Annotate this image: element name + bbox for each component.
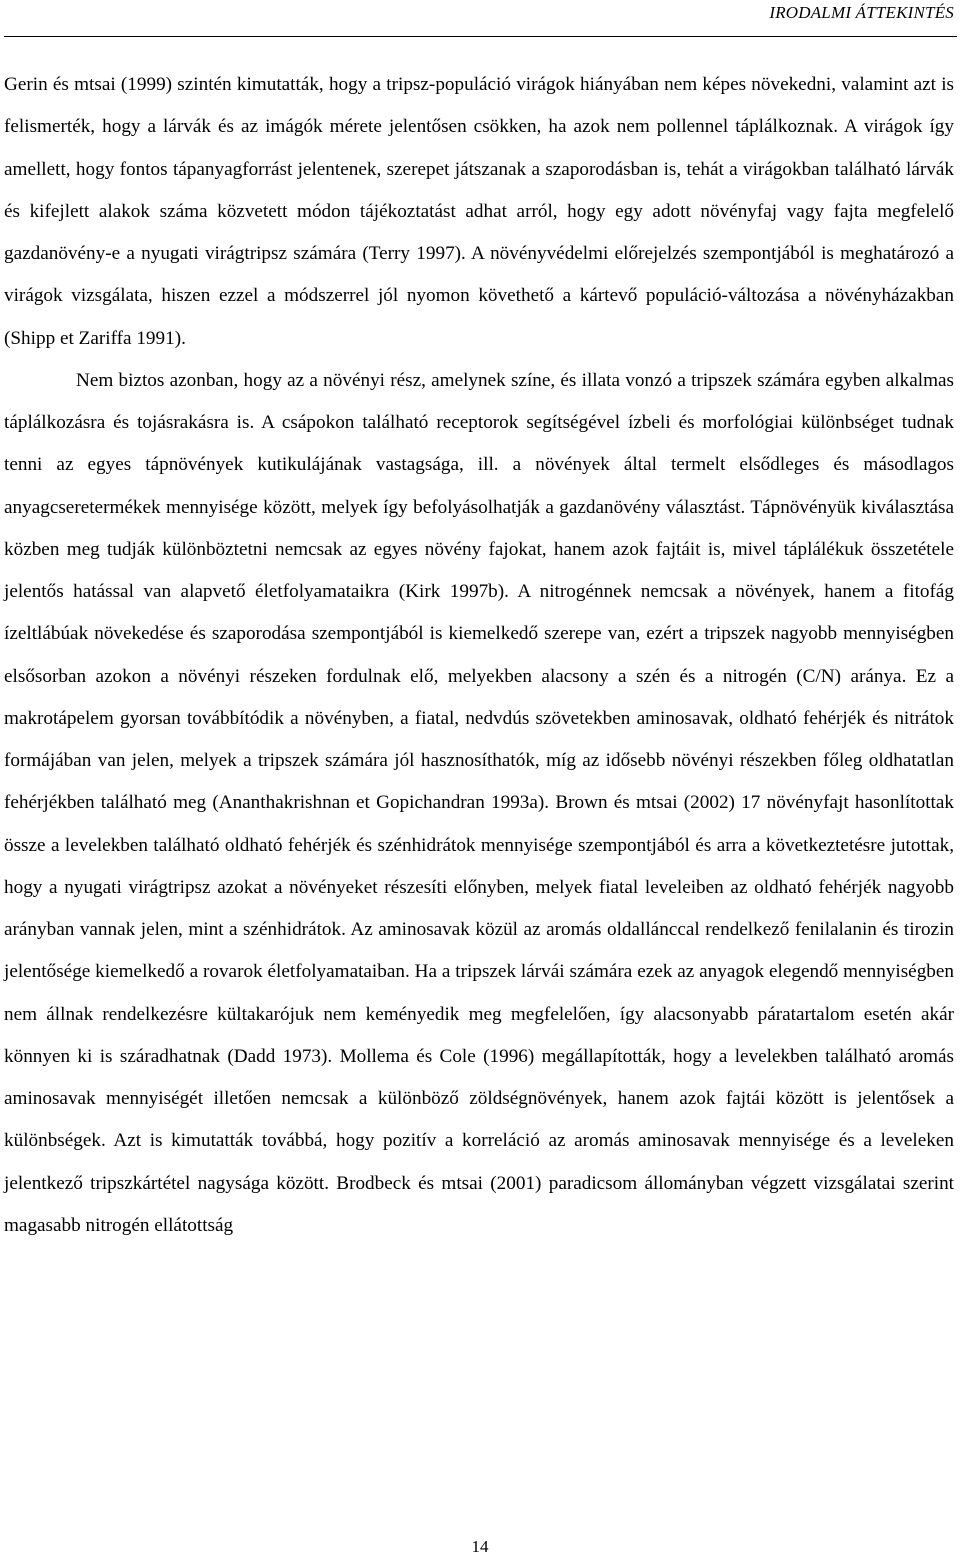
body-text — [4, 64, 954, 1247]
running-header-title: IRODALMI ÁTTEKINTÉS — [769, 3, 954, 22]
paragraph-1: Gerin és mtsai (1999) szintén kimutatták, hogy a tripsz-populáció virágok hiányában nem képes növekedni, valamint azt is felismerték, hogy a lárvák és az imágók mérete jelentősen csökken, ha azok nem pollennel táplálkoznak. A virágok így amellett, hogy fontos tápanyagforrást jelentenek, szerepet játszanak a szaporodásban is, tehát a virágokban található lárvák és kifejlett alakok száma közvetett módon tájékoztatást adhat arról, hogy egy adott növényfaj vagy fajta megfelelő gazdanövény-e a nyugati virágtripsz számára (Terry 1997). A növényvédelmi előrejelzés szempontjából is meghatározó a virágok vizsgálata, hiszen ezzel a módszerrel jól nyomon követhető a kártevő populáció-változása a növényházakban (Shipp et Zariffa 1991). — [4, 74, 954, 349]
paragraph-2: Nem biztos azonban, hogy az a növényi rész, amelynek színe, és illata vonzó a tripszek számára egyben alkalmas táplálkozásra és tojásrakásra is. A csápokon található receptorok segítségével ízbeli és morfológiai különbséget tudnak tenni az egyes tápnövények kutikulájának vastagsága, ill. a növények által termelt elsődleges és másodlagos anyagcseretermékek mennyisége között, melyek így befolyásolhatják a gazdanövény választást. Tápnövényük kiválasztása közben meg tudják különböztetni nemcsak az egyes növény fajokat, hanem azok fajtáit is, mivel táplálékuk összetétele jelentős hatással van alapvető életfolyamataikra (Kirk 1997b). A nitrogénnek nemcsak a növények, hanem a fitofág ízeltlábúak növekedése és szaporodása szempontjából is kiemelkedő szerepe van, ezért a tripszek nagyobb mennyiségben elsősorban azokon a növényi részeken fordulnak elő, melyekben alacsony a szén és a nitrogén (C/N) aránya. Ez a makrotápelem gyorsan továbbítódik a növényben, a fiatal, nedvdús szövetekben aminosavak, oldható fehérjék és nitrátok formájában van jelen, melyek a tripszek számára jól hasznosíthatók, míg az idősebb növényi részekben főleg oldhatatlan fehérjékben található meg (Ananthakrishnan et Gopichandran 1993a). Brown és mtsai (2002) 17 növényfajt hasonlítottak össze a levelekben található oldható fehérjék és szénhidrátok mennyisége szempontjából és arra a következtetésre jutottak, hogy a nyugati virágtripsz azokat a növényeket részesíti előnyben, melyek fiatal leveleiben az oldható fehérjék nagyobb arányban vannak jelen, mint a szénhidrátok. Az aminosavak közül az aromás oldallánccal rendelkező fenilalanin és tirozin jelentősége kiemelkedő a rovarok életfolyamataiban. Ha a tripszek lárvái számára ezek az anyagok elegendő mennyiségben nem állnak rendelkezésre kültakarójuk nem keményedik meg megfelelően, így alacsonyabb páratartalom esetén akár könnyen ki is száradhatnak (Dadd 1973). Mollema és Cole (1996) megállapították, hogy a levelekben található aromás aminosavak mennyiségét illetően nemcsak a különböző zöldségnövények, hanem azok fajtái között is jelentősek a különbségek. Azt is kimutatták továbbá, hogy pozitív a korreláció az aromás aminosavak mennyisége és a leveleken jelentkező tripszkártétel nagysága között. Brodbeck és mtsai (2001) paradicsom állományban végzett vizsgálatai szerint magasabb nitrogén ellátottság — [4, 369, 954, 1236]
header-divider — [4, 36, 957, 37]
page-number: 14 — [471, 1537, 489, 1556]
